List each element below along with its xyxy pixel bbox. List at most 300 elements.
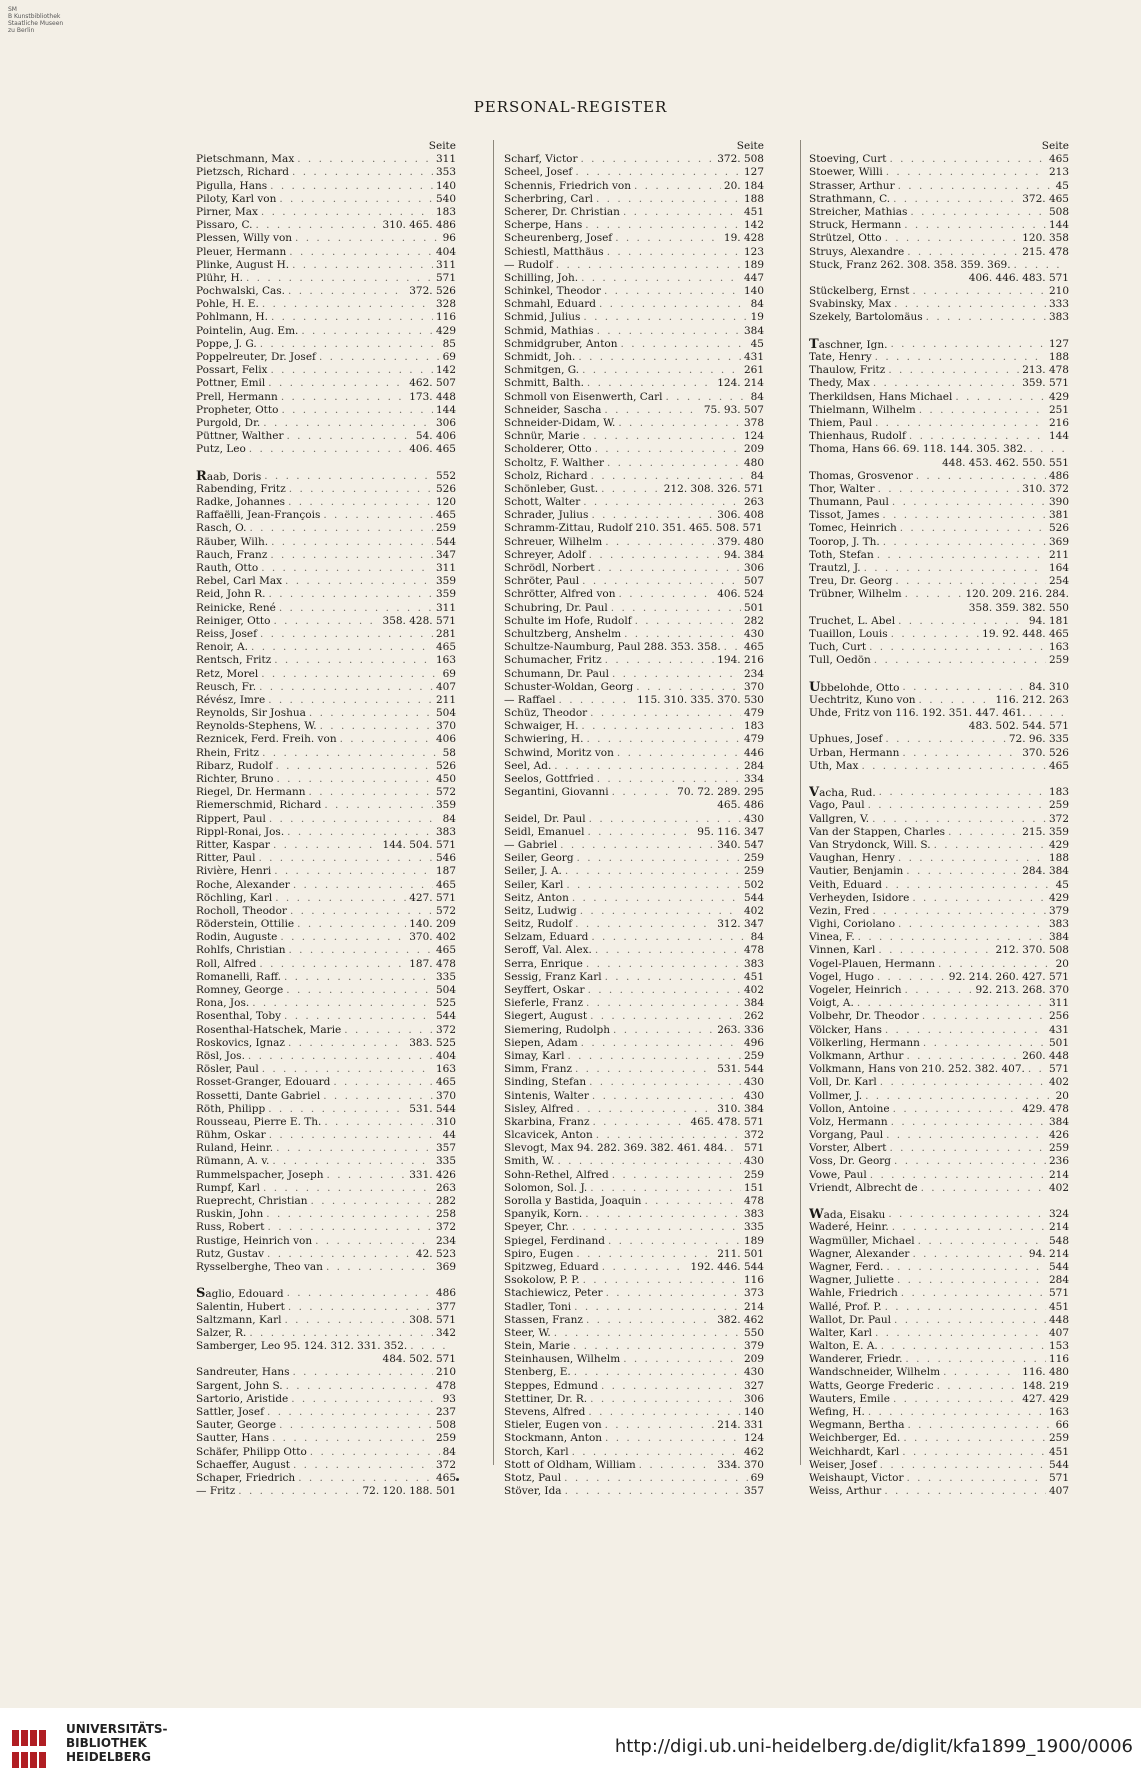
entry-name: Stöver, Ida [504, 1485, 562, 1498]
leader-dots [249, 522, 433, 535]
entry-name: Romney, George [196, 984, 284, 996]
leader-dots [607, 457, 741, 470]
entry-name [809, 338, 887, 351]
leader-dots [894, 1314, 1046, 1327]
page-numbers: 383 [743, 1208, 764, 1221]
page-numbers: 69 [750, 1471, 764, 1484]
register-entry [809, 1076, 1069, 1089]
entry-name: Toth, Stefan [809, 548, 874, 561]
leader-dots [598, 562, 741, 575]
register-entry [504, 1393, 764, 1406]
entry-name: Volz, Hermann [809, 1115, 888, 1128]
entry-name: Szekely, Bartolomäus [809, 311, 923, 324]
entry-name: Rumpf, Karl [196, 1181, 261, 1194]
register-entry [504, 628, 764, 641]
page-numbers: 370 [435, 720, 456, 733]
entry-name: Seiler, Karl [504, 878, 564, 891]
library-name-line: BIBLIOTHEK [66, 1736, 147, 1750]
register-entry [504, 536, 764, 549]
entry-name: Sautter, Hans [196, 1432, 269, 1445]
register-entry [809, 496, 1069, 509]
entry-name: Walton, E. A. [809, 1340, 878, 1353]
register-entry [196, 232, 456, 245]
register-entry [196, 1393, 456, 1406]
page-numbers: 431 [1048, 1023, 1069, 1036]
entry-name: Radke, Johannes [196, 496, 286, 509]
register-entry [809, 944, 1069, 957]
leader-dots [634, 180, 721, 193]
leader-dots [280, 931, 406, 944]
register-entry [504, 786, 764, 799]
leader-dots [273, 839, 380, 852]
page-numbers: 262 [743, 1010, 764, 1023]
entry-name: Pointelin, Aug. Em. [196, 324, 299, 337]
register-entry [809, 536, 1069, 549]
register-entry [504, 522, 764, 535]
register-entry [809, 971, 1069, 984]
register-entry [504, 813, 764, 826]
leader-dots [592, 1090, 741, 1103]
leader-dots [252, 997, 433, 1010]
entry-name: Wahle, Friedrich [809, 1287, 898, 1300]
source-url-link[interactable]: http://digi.ub.uni-heidelberg.de/diglit/kfa1899_1900/0006 [614, 1736, 1133, 1757]
register-entry [809, 813, 1069, 826]
entry-name: Vallgren, V. [809, 812, 870, 825]
register-entry [196, 351, 456, 364]
entry-name: Schultzberg, Anshelm [504, 627, 622, 640]
entry-name: Selzam, Eduard [504, 931, 589, 944]
page-numbers: 572 [435, 786, 456, 799]
register-entry [196, 1340, 456, 1353]
entry-name: Skarbina, Franz [504, 1115, 590, 1128]
page-numbers: 462 [743, 1445, 764, 1458]
leader-dots [581, 153, 715, 166]
entry-name: Waderé, Heinr. [809, 1221, 889, 1234]
register-entry [504, 1327, 764, 1340]
page-numbers: 144 [435, 403, 456, 416]
university-library-logo-icon [6, 1722, 58, 1776]
page-numbers: 127 [1048, 337, 1069, 350]
register-entry [196, 1103, 456, 1116]
page-numbers: 451 [1048, 1445, 1069, 1458]
page-mark [456, 1478, 459, 1481]
entry-name: Seelos, Gottfried [504, 773, 594, 785]
entry-name: Romanelli, Raff. [196, 970, 281, 983]
register-entry [196, 879, 456, 892]
page-numbers: 210 [435, 1366, 456, 1379]
leader-dots [340, 733, 433, 746]
entry-name: Thaulow, Fritz [809, 364, 886, 377]
leader-dots [586, 1314, 714, 1327]
leader-dots [279, 1419, 433, 1432]
leader-dots [344, 1024, 433, 1037]
page-numbers: 183 [435, 205, 456, 218]
page-numbers: 334. 370 [717, 1458, 764, 1471]
register-entry [809, 1446, 1069, 1459]
entry-name: Rysselberghe, Theo van [196, 1260, 323, 1273]
leader-dots [267, 1248, 413, 1261]
register-entry [196, 272, 456, 285]
register-entry [196, 443, 456, 456]
leader-dots [900, 522, 1046, 535]
page-numbers: 84 [442, 1445, 456, 1458]
page-numbers: 19 [750, 311, 764, 324]
page-numbers: 69 [442, 351, 456, 363]
page-numbers: 430 [743, 627, 764, 640]
leader-dots [573, 1340, 741, 1353]
entry-name: Strasser, Arthur [809, 179, 895, 192]
page-numbers: 384 [1048, 931, 1069, 944]
entry-name: Wefing, H. [809, 1406, 865, 1418]
entry-name: Retz, Morel [196, 667, 259, 680]
page-numbers: 381 [1048, 509, 1069, 522]
page-numbers: 427. 571 [409, 891, 456, 904]
page-numbers: 20 [1055, 957, 1069, 970]
register-entry [809, 733, 1069, 746]
page-numbers: 479 [743, 707, 764, 720]
register-entry [504, 338, 764, 351]
register-entry [809, 958, 1069, 971]
entry-name: Prell, Hermann [196, 390, 278, 403]
entry-name: Rühm, Oskar [196, 1129, 266, 1142]
seite-header: Seite [736, 140, 764, 152]
entry-name [809, 1208, 885, 1221]
leader-dots [268, 1103, 406, 1116]
leader-dots [270, 180, 433, 193]
page-numbers: 372 [435, 1458, 456, 1471]
page-numbers: 369 [435, 1260, 456, 1273]
entry-name: Tate, Henry [809, 351, 872, 363]
entry-name: Slevogt, Max 94. 282. 369. 382. 461. 484. [504, 1142, 728, 1155]
leader-dots [605, 654, 715, 667]
leader-dots [604, 404, 700, 417]
register-entry [504, 259, 764, 272]
entry-name: Röth, Philipp [196, 1102, 266, 1115]
leader-dots [885, 733, 1005, 746]
entry-name: Reusch, Fr. [196, 680, 257, 693]
leader-dots [301, 325, 433, 338]
letter-gap [196, 457, 456, 470]
page-numbers: 263 [743, 496, 764, 509]
page-numbers: 45 [1055, 179, 1069, 192]
entry-name: Propheter, Otto [196, 403, 279, 416]
register-entry [504, 1248, 764, 1261]
register-entry [196, 259, 456, 272]
entry-name: Schneider-Didam, W. [504, 416, 616, 429]
register-entry [504, 457, 764, 470]
register-entry [504, 826, 764, 839]
register-entry [809, 1142, 1069, 1155]
page-numbers: 311 [435, 601, 456, 614]
letter-gap [809, 668, 1069, 681]
entry-name: Schrader, Julius [504, 509, 589, 522]
page-numbers: 213. 478 [1022, 364, 1069, 377]
library-name [66, 1722, 168, 1764]
page-numbers: 312. 347 [717, 918, 764, 931]
entry-name: Svabinsky, Max [809, 298, 892, 311]
entry-name: Vollmer, J. [809, 1089, 863, 1102]
register-entry [809, 905, 1069, 918]
register-entry [809, 1472, 1069, 1485]
register-entry [196, 1459, 456, 1472]
register-entry [196, 905, 456, 918]
leader-dots [583, 311, 747, 324]
entry-name: Schnür, Marie [504, 430, 580, 443]
register-entry [504, 879, 764, 892]
register-entry [809, 1432, 1069, 1445]
leader-dots [567, 1050, 740, 1063]
register-entry [504, 180, 764, 193]
register-entry [196, 562, 456, 575]
entry-name: Scholderer, Otto [504, 443, 592, 456]
leader-dots [576, 1248, 714, 1261]
leader-dots [269, 588, 433, 601]
register-entry [504, 404, 764, 417]
page-numbers: 144 [1048, 219, 1069, 232]
page-numbers: 383 [743, 957, 764, 970]
leader-dots [619, 588, 715, 601]
page-numbers: 116. 212. 263 [995, 693, 1069, 706]
entry-name: Vezin, Fred [809, 904, 870, 917]
page-numbers: 188 [1048, 351, 1069, 363]
register-entry [809, 997, 1069, 1010]
leader-dots [1014, 259, 1066, 272]
leader-dots [288, 285, 406, 298]
leader-dots [588, 1406, 741, 1419]
page-numbers: 378 [743, 416, 764, 429]
entry-name: Weishaupt, Victor [809, 1471, 904, 1484]
entry-name-rest: acha, Rud. [819, 787, 876, 800]
page-numbers: 429 [1048, 838, 1069, 851]
leader-dots [583, 1274, 741, 1287]
register-entry [504, 997, 764, 1010]
leader-dots [279, 602, 433, 615]
register-entry [196, 826, 456, 839]
entry-name: Sandreuter, Hans [196, 1366, 290, 1379]
page-numbers: 486 [435, 1287, 456, 1300]
register-entry [809, 1459, 1069, 1472]
leader-dots [1030, 443, 1067, 456]
register-entry [504, 1208, 764, 1221]
leader-dots [618, 417, 741, 430]
page-numbers: 358. 428. 571 [382, 614, 456, 627]
entry-name: Thedy, Max [809, 377, 870, 390]
page-numbers: 450 [435, 773, 456, 785]
entry-name: Siemering, Rudolph [504, 1023, 611, 1036]
register-entry [809, 1301, 1069, 1314]
entry-name: Reznicek, Ferd. Freih. von [196, 733, 337, 746]
register-entry [196, 1366, 456, 1379]
leader-dots [605, 536, 714, 549]
register-entry [504, 654, 764, 667]
register-entry [809, 641, 1069, 654]
register-entry [809, 1090, 1069, 1103]
entry-name: Ritter, Paul [196, 852, 256, 865]
entry-name: Schilling, Joh. [504, 271, 579, 284]
entry-name: Schulte im Hofe, Rudolf [504, 614, 632, 627]
entry-name: Schröter, Paul [504, 575, 580, 588]
page-numbers: 370. 402 [409, 931, 456, 944]
entry-name: Scheel, Josef [504, 166, 573, 179]
leader-dots [905, 588, 963, 601]
register-entry [504, 1459, 764, 1472]
entry-name: Spanyik, Korn. [504, 1208, 583, 1221]
entry-name: Weiser, Josef [809, 1458, 877, 1471]
page-numbers: 254 [1048, 575, 1069, 588]
entry-name: Schrödl, Norbert [504, 562, 595, 574]
entry-name: Schmitgen, G. [504, 364, 580, 377]
leader-dots [572, 1446, 741, 1459]
page-numbers: 431 [743, 351, 764, 363]
page-numbers: 478 [435, 1379, 456, 1392]
entry-name: Seitz, Anton [504, 891, 569, 904]
register-entry [196, 641, 456, 654]
page-numbers: 451 [1048, 1300, 1069, 1313]
register-entry [196, 733, 456, 746]
leader-dots [868, 799, 1046, 812]
leader-dots [875, 417, 1046, 430]
register-entry [196, 1432, 456, 1445]
section-initial: T [809, 337, 819, 351]
leader-dots [286, 984, 433, 997]
register-entry [504, 694, 764, 707]
page-numbers: 84 [750, 298, 764, 311]
register-entry [504, 311, 764, 324]
leader-dots [906, 865, 1019, 878]
entry-name: Wallé, Prof. P. [809, 1300, 882, 1313]
entry-name: Vago, Paul [809, 799, 865, 812]
leader-dots [903, 1432, 1046, 1445]
page-numbers: 212. 308. 326. 571 [663, 482, 764, 495]
entry-name: Strützel, Otto [809, 232, 882, 245]
leader-dots [884, 1485, 1046, 1498]
page-numbers: 211 [435, 693, 456, 706]
register-entry [196, 786, 456, 799]
register-entry [809, 1287, 1069, 1300]
leader-dots [889, 153, 1046, 166]
leader-dots [885, 879, 1053, 892]
register-entry [809, 628, 1069, 641]
entry-name: Vriendt, Albrecht de [809, 1181, 918, 1194]
leader-dots [591, 509, 714, 522]
page-numbers: 429. 478 [1022, 1102, 1069, 1115]
section-initial: R [196, 469, 207, 483]
leader-dots [281, 391, 406, 404]
page-numbers: 211 [1048, 548, 1069, 561]
register-entry [809, 681, 1069, 694]
page-numbers: 256 [1048, 1010, 1069, 1023]
page-numbers: 140 [435, 179, 456, 192]
page-numbers: 357 [743, 1485, 764, 1498]
leader-dots [885, 232, 1020, 245]
leader-dots [905, 984, 973, 997]
entry-name: Piloty, Karl von [196, 192, 277, 205]
leader-dots [238, 1485, 359, 1498]
leader-dots [889, 1142, 1046, 1155]
page-numbers: 192. 446. 544 [690, 1260, 764, 1273]
register-entry [196, 1472, 456, 1485]
entry-name: Roche, Alexander [196, 878, 290, 891]
leader-dots [938, 958, 1053, 971]
leader-dots [323, 1090, 433, 1103]
leader-dots [885, 1301, 1046, 1314]
page-numbers: 211. 501 [717, 1247, 764, 1260]
register-entry [504, 1340, 764, 1353]
leader-dots [269, 1129, 440, 1142]
page-numbers: 465 [743, 641, 764, 654]
page-numbers: 216 [1048, 416, 1069, 429]
entry-name: Richter, Bruno [196, 773, 274, 785]
leader-dots [888, 1208, 1046, 1221]
leader-dots [268, 377, 406, 390]
page-numbers: 116. 480 [1022, 1366, 1069, 1379]
entry-name: Pohlmann, H. [196, 311, 268, 324]
entry-name: Schumann, Dr. Paul [504, 667, 609, 680]
leader-dots [319, 351, 440, 364]
register-entry [809, 1063, 1069, 1076]
register-entry [809, 826, 1069, 839]
leader-dots [907, 1419, 1052, 1432]
leader-dots [885, 1024, 1046, 1037]
entry-name: Wegmann, Bertha [809, 1419, 905, 1432]
entry-name: Volbehr, Dr. Theodor [809, 1010, 919, 1023]
register-entry [809, 232, 1069, 245]
entry-name: Schäfer, Philipp Otto [196, 1445, 307, 1458]
entry-name: Stott of Oldham, William [504, 1458, 636, 1471]
entry-name: Stückelberg, Ernst [809, 285, 910, 298]
entry-name: Sorolla y Bastida, Joaquin [504, 1195, 642, 1207]
entry-name: Pochwalski, Cas. [196, 285, 286, 298]
entry-name: Wanderer, Friedr. [809, 1353, 903, 1366]
page-numbers: 308. 571 [409, 1313, 456, 1326]
page-numbers: 404 [435, 1049, 456, 1062]
page-numbers: 259 [1048, 1432, 1069, 1445]
page-numbers: 148. 219 [1022, 1379, 1069, 1392]
leader-dots [590, 1393, 741, 1406]
page-numbers: 390 [1048, 496, 1069, 509]
register-entry [809, 1419, 1069, 1432]
entry-name: Rippl-Ronai, Jos. [196, 825, 285, 838]
entry-name: Pietschmann, Max [196, 153, 295, 166]
leader-dots [292, 1366, 432, 1379]
leader-dots [612, 1169, 741, 1182]
page-numbers: 306. 408 [717, 509, 764, 522]
leader-dots [297, 153, 433, 166]
entry-name: Vogeler, Heinrich [809, 984, 902, 996]
leader-dots [270, 549, 433, 562]
leader-dots [907, 1472, 1046, 1485]
entry-name: Scherpe, Hans [504, 219, 583, 232]
register-entry [809, 575, 1069, 588]
entry-name: Vorster, Albert [809, 1142, 887, 1155]
page-numbers: 210 [1048, 285, 1069, 298]
register-entry [196, 892, 456, 905]
entry-name: Riegel, Dr. Hermann [196, 786, 306, 799]
leader-dots [297, 918, 406, 931]
page-numbers: 259 [743, 1049, 764, 1062]
leader-dots [872, 813, 1046, 826]
entry-name: Uechtritz, Kuno von [809, 693, 916, 706]
leader-dots [565, 1485, 741, 1498]
entry-name: Stassen, Franz [504, 1313, 583, 1326]
register-entry [504, 773, 764, 786]
entry-name: Röchling, Karl [196, 891, 273, 904]
page-numbers: 430 [743, 1366, 764, 1379]
entry-name: Vowe, Paul [809, 1168, 867, 1181]
entry-name: Salzer, R. [196, 1326, 247, 1339]
register-entry [809, 1116, 1069, 1129]
register-entry [504, 1287, 764, 1300]
